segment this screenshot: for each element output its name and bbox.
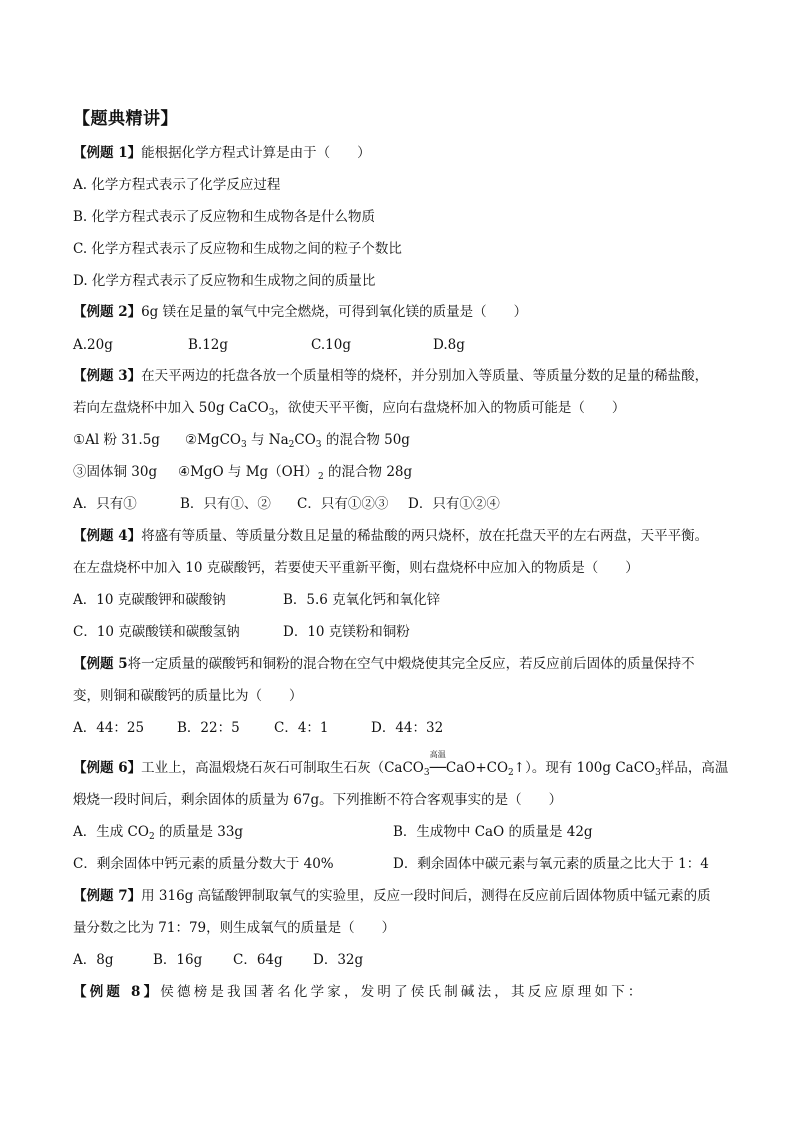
q2-option-c: C.10g — [311, 337, 351, 353]
q4-text-1: 将盛有等质量、等质量分数且足量的稀盐酸的两只烧杯，放在托盘天平的左右两盘，天平平衡。 — [141, 528, 709, 544]
q5-stem-line2: 变，则铜和碳酸钙的质量比为（ ） — [73, 688, 303, 704]
q3-stem-line2: 若向左盘烧杯中加入 50g CaCO$_3$，欲使天平平衡，应向右盘烧杯加入的物质可能是（ ） — [73, 400, 626, 418]
q3-item-3: ③固体铜 30g — [73, 464, 158, 480]
reaction-arrow: 高温 ── — [430, 759, 446, 777]
q3-stem-line1 — [73, 367, 708, 385]
q4-label: 【例题 4】 — [73, 528, 142, 544]
q2-stem — [73, 303, 527, 321]
q2-option-d: D.8g — [433, 337, 465, 353]
q7-stem-line1 — [73, 887, 711, 905]
q2-label: 【例题 2】 — [73, 304, 142, 320]
q6-option-b: B．生成物中 CaO 的质量是 42g — [393, 824, 593, 840]
q4-stem-line2: 在左盘烧杯中加入 10 克碳酸钙，若要使天平重新平衡，则右盘烧杯中应加入的物质是（ ） — [73, 560, 639, 576]
q8-stem — [73, 983, 645, 1001]
q7-text-1: 用 316g 高锰酸钾制取氧气的实验里，反应一段时间后，测得在反应前后固体物质中锰元素的质 — [141, 888, 711, 904]
q7-option-d: D．32g — [313, 952, 364, 968]
q4-option-d: D．10 克镁粉和铜粉 — [283, 624, 410, 640]
q6-stem-line2: 煅烧一段时间后，剩余固体的质量为 67g。下列推断不符合客观事实的是（ ） — [73, 792, 563, 808]
q7-option-c: C．64g — [233, 952, 283, 968]
q1-option-b: B. 化学方程式表示了反应物和生成物各是什么物质 — [73, 209, 376, 225]
section-heading: 【题典精讲】 — [73, 109, 178, 129]
q3-item-4: ④MgO 与 $Mg(OH)_2$ 的混合物 28g — [178, 464, 413, 482]
q3-item-1: ①Al 粉 31.5g — [73, 432, 160, 448]
q1-stem — [73, 144, 371, 162]
q1-option-a: A. 化学方程式表示了化学反应过程 — [73, 177, 281, 193]
q3-items-row1 — [73, 431, 410, 450]
q2-option-a: A.20g — [73, 337, 113, 353]
q3-option-c: C．只有①②③ — [297, 496, 389, 512]
q3-label: 【例题 3】 — [73, 368, 142, 384]
q7-label: 【例题 7】 — [73, 888, 142, 904]
q4-stem-line1 — [73, 527, 708, 545]
q5-option-a: A．44：25 — [73, 720, 145, 736]
reaction-condition: 高温 — [429, 750, 446, 759]
q3-items-row2 — [73, 463, 413, 482]
q8-text: 侯德榜是我国著名化学家，发明了侯氏制碱法，其反应原理如下： — [160, 984, 645, 1000]
q3-option-d: D．只有①②④ — [408, 496, 500, 512]
q2-option-b: B.12g — [188, 337, 229, 353]
q3-option-a: A．只有① — [73, 496, 137, 512]
q5-text-1: 将一定质量的碳酸钙和铜粉的混合物在空气中煅烧使其完全反应，若反应前后固体的质量保持不 — [127, 656, 695, 672]
q1-option-d: D. 化学方程式表示了反应物和生成物之间的质量比 — [73, 273, 376, 289]
q6-option-a: A．生成 $CO_2$ 的质量是 33g — [73, 824, 244, 842]
q5-option-c: C．4：1 — [274, 720, 329, 736]
q5-option-d: D．44：32 — [371, 720, 444, 736]
q1-option-c: C. 化学方程式表示了反应物和生成物之间的粒子个数比 — [73, 241, 402, 257]
q6-stem-line1: 【例题 6】工业上，高温煅烧石灰石可制取生石灰（CaCO$_3$ 高温 $──CaO+CO_2↑$）。现有 100g CaCO$_3$样品，高温 — [73, 759, 728, 777]
q4-option-b: B．5.6 克氧化钙和氧化锌 — [283, 592, 441, 608]
q5-label: 【例题 5 — [73, 656, 128, 672]
q2-text: 6g 镁在足量的氧气中完全燃烧，可得到氧化镁的质量是（ ） — [141, 304, 528, 320]
q4-option-a: A．10 克碳酸钾和碳酸钠 — [73, 592, 226, 608]
q6-option-d: D．剩余固体中碳元素与氧元素的质量之比大于 1：4 — [393, 856, 709, 872]
q7-option-a: A．8g — [73, 952, 114, 968]
q6-label: 【例题 6】 — [73, 760, 142, 776]
q5-option-b: B．22：5 — [177, 720, 240, 736]
q4-option-c: C．10 克碳酸镁和碳酸氢钠 — [73, 624, 240, 640]
q1-label: 【例题 1】 — [73, 145, 142, 161]
q3-text-1: 在天平两边的托盘各放一个质量相等的烧杯，并分别加入等质量、等质量分数的足量的稀盐酸， — [141, 368, 709, 384]
q5-stem-line1 — [73, 655, 695, 673]
q7-option-b: B．16g — [153, 952, 203, 968]
q8-label: 【例题 8】 — [73, 984, 161, 1000]
q6-option-c: C．剩余固体中钙元素的质量分数大于 40% — [73, 856, 334, 872]
q3-option-b: B．只有①、② — [180, 496, 271, 512]
q1-text: 能根据化学方程式计算是由于（ ） — [141, 145, 371, 161]
q7-stem-line2: 量分数之比为 71：79，则生成氧气的质量是（ ） — [73, 920, 396, 936]
q3-item-2: ②MgCO$_3$ 与 $Na_2CO_3$ 的混合物 50g — [185, 432, 410, 450]
